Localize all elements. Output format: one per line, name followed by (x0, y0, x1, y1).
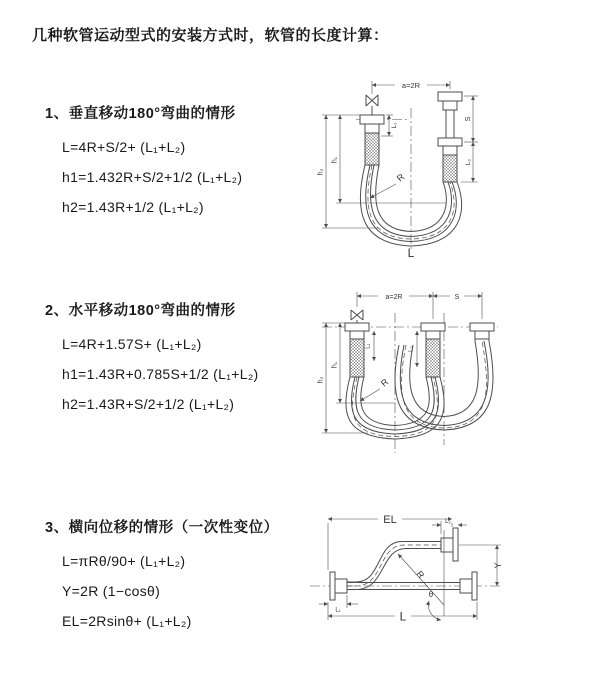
dimension-l (328, 602, 477, 624)
formula-EL: EL=2Rsinθ+ (L₁+L₂) (62, 613, 192, 629)
label-l1: L₁ (391, 122, 398, 129)
label-h1: h₁ (331, 156, 339, 164)
radius-callout (398, 554, 444, 605)
label-l2: L₂ (408, 346, 415, 352)
label-r: R (414, 568, 427, 581)
label-l2: L₂ (445, 519, 451, 525)
formula-h2: h2=1.43R+S/2+1/2 (L₁+L₂) (62, 396, 235, 412)
label-l: L (407, 246, 415, 260)
label-y: Y (493, 562, 503, 569)
dimension-s (461, 96, 478, 182)
radius-callout (360, 376, 391, 401)
right-flange-fitting (470, 323, 494, 341)
label-h1: h₁ (331, 361, 339, 369)
lateral-displacement-diagram (298, 498, 600, 663)
section-3-heading: 3、横向位移的情形（一次性变位） (45, 520, 279, 536)
valve-symbol (366, 95, 378, 115)
label-a2r: a=2R (401, 81, 421, 90)
label-l: L (399, 609, 407, 624)
section-1-heading: 1、垂直移动180°弯曲的情形 (45, 106, 236, 122)
formula-h1: h1=1.432R+S/2+1/2 (L₁+L₂) (62, 169, 243, 185)
dimension-l2 (409, 331, 418, 367)
label-l2: L₂ (465, 158, 472, 166)
hose-centerline (347, 545, 441, 586)
formula-h1: h1=1.43R+0.785S+1/2 (L₁+L₂) (62, 366, 259, 382)
valve-symbol (351, 310, 363, 323)
middle-flange-fitting (421, 323, 445, 377)
label-s: S (454, 294, 460, 301)
label-a2r: a=2R (385, 294, 403, 301)
section-horizontal-180 (45, 299, 259, 419)
label-s: S (463, 116, 472, 122)
dimension-l1 (366, 331, 375, 361)
formula-L: L=4R+1.57S+ (L₁+L₂) (62, 336, 202, 352)
formula-L: L=πRθ/90+ (L₁+L₂) (62, 553, 186, 569)
dimension-l1 (319, 595, 358, 614)
dimension-span-a2r-s (357, 292, 482, 319)
label-r: R (378, 376, 391, 389)
page-title: 几种软管运动型式的安装方式时，软管的长度计算： (32, 27, 389, 44)
dimension-h1-h2 (318, 115, 447, 228)
left-flange-fitting (330, 572, 347, 600)
label-l1: L₁ (335, 607, 341, 614)
right-flange-fitting (438, 92, 462, 182)
label-h2: h₂ (317, 168, 325, 176)
label-theta: θ (428, 590, 434, 599)
section-lateral-displacement (45, 516, 279, 636)
horizontal-180-bend-diagram (308, 283, 600, 468)
section-vertical-180 (45, 102, 242, 222)
displaced-flange-fitting (441, 528, 458, 561)
dimension-l2 (432, 519, 467, 534)
left-flange-fitting (345, 323, 369, 377)
label-h2: h₂ (317, 376, 325, 384)
formula-L: L=4R+S/2+ (L₁+L₂) (62, 139, 186, 155)
label-l1: L₁ (365, 343, 372, 349)
label-el: EL (383, 514, 397, 526)
label-r: R (394, 171, 407, 184)
formula-h2: h2=1.43R+1/2 (L₁+L₂) (62, 199, 204, 215)
left-flange-fitting (360, 115, 384, 165)
section-2-heading: 2、水平移动180°弯曲的情形 (45, 303, 236, 319)
formula-Y: Y=2R (1−cosθ) (62, 583, 161, 599)
vertical-180-bend-diagram (310, 70, 595, 260)
